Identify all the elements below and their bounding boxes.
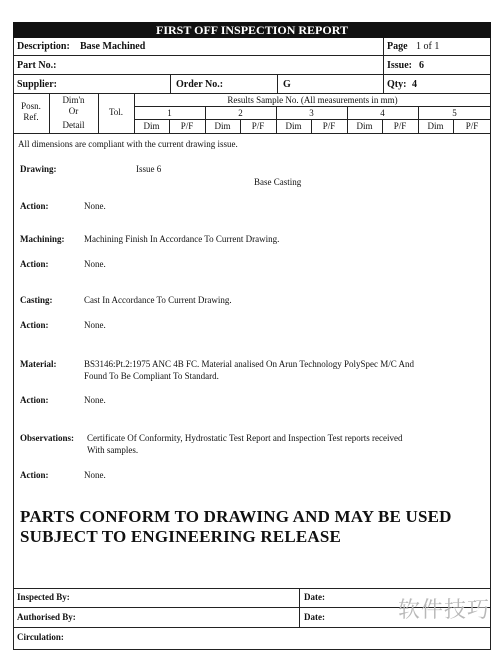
supplier-label: Supplier: <box>17 79 58 90</box>
pf-header: P/F <box>251 121 265 131</box>
observations-text-line2: With samples. <box>87 445 139 455</box>
divider <box>13 133 491 134</box>
drawing-name: Base Casting <box>254 177 302 187</box>
material-text-line2: Found To Be Compliant To Standard. <box>84 371 219 381</box>
material-text-line1: BS3146:Pt.2:1975 ANC 4B FC. Material analised On Arun Technology PolySpec M/C And <box>84 359 414 369</box>
action-label: Action: <box>20 201 49 211</box>
inspected-by-label: Inspected By: <box>17 592 70 602</box>
pf-header: P/F <box>465 121 479 131</box>
dim-header: Dim <box>214 121 231 131</box>
posn-header: Posn. <box>21 101 41 111</box>
sample-5: 5 <box>452 108 457 118</box>
drawing-label: Drawing: <box>20 164 57 174</box>
dim-header: Dim <box>285 121 302 131</box>
action-value: None. <box>84 470 106 480</box>
detail-header: Detail <box>62 120 85 130</box>
watermark: 软件技巧 <box>397 598 490 623</box>
issue-label: Issue: <box>387 60 413 71</box>
dimn-header: Dim'n <box>62 95 85 105</box>
compliance-note: All dimensions are compliant with the current drawing issue. <box>18 139 238 149</box>
divider <box>299 588 300 627</box>
action-value: None. <box>84 395 106 405</box>
or-header: Or <box>68 106 79 116</box>
dim-header: Dim <box>356 121 373 131</box>
page-value: 1 of 1 <box>416 41 440 52</box>
page-label: Page <box>387 41 408 52</box>
part-no-label: Part No.: <box>17 60 57 71</box>
observations-text-line1: Certificate Of Conformity, Hydrostatic Test Report and Inspection Test reports received <box>87 433 403 443</box>
machining-text: Machining Finish In Accordance To Current Drawing. <box>84 234 280 244</box>
authorised-by-label: Authorised By: <box>17 612 76 622</box>
description-value: Base Machined <box>80 41 146 52</box>
pf-header: P/F <box>393 121 407 131</box>
order-no-label: Order No.: <box>176 79 224 90</box>
divider <box>13 588 491 589</box>
divider <box>170 74 171 93</box>
pf-header: P/F <box>180 121 194 131</box>
conformance-statement-line2: SUBJECT TO ENGINEERING RELEASE <box>20 527 342 546</box>
casting-text: Cast In Accordance To Current Drawing. <box>84 295 232 305</box>
divider <box>13 93 491 94</box>
action-value: None. <box>84 201 106 211</box>
ref-header: Ref. <box>23 112 39 122</box>
results-heading: Results Sample No. (All measurements in mm) <box>227 95 398 105</box>
qty-label: Qty: <box>387 79 407 90</box>
issue-value: 6 <box>419 60 424 71</box>
drawing-issue: Issue 6 <box>136 164 162 174</box>
description-label: Description: <box>17 41 70 52</box>
action-label: Action: <box>20 259 49 269</box>
material-label: Material: <box>20 359 57 369</box>
sample-2: 2 <box>238 108 243 118</box>
date-label: Date: <box>304 592 325 602</box>
action-label: Action: <box>20 395 49 405</box>
report-title: FIRST OFF INSPECTION REPORT <box>13 22 491 38</box>
divider <box>13 55 491 56</box>
date-label: Date: <box>304 612 325 622</box>
dim-header: Dim <box>143 121 160 131</box>
action-label: Action: <box>20 320 49 330</box>
observations-label: Observations: <box>20 433 74 443</box>
sample-3: 3 <box>309 108 314 118</box>
sample-4: 4 <box>380 108 385 118</box>
divider <box>13 627 491 628</box>
sample-1: 1 <box>167 108 172 118</box>
qty-value: 4 <box>412 79 417 90</box>
casting-label: Casting: <box>20 295 53 305</box>
divider <box>134 106 491 107</box>
divider <box>277 74 278 93</box>
divider <box>13 74 491 75</box>
dim-header: Dim <box>427 121 444 131</box>
machining-label: Machining: <box>20 234 65 244</box>
divider <box>134 119 491 120</box>
action-value: None. <box>84 320 106 330</box>
action-value: None. <box>84 259 106 269</box>
action-label: Action: <box>20 470 49 480</box>
circulation-label: Circulation: <box>17 632 64 642</box>
tol-header: Tol. <box>108 107 124 117</box>
divider <box>383 38 384 93</box>
order-no-value: G <box>283 79 291 90</box>
pf-header: P/F <box>322 121 336 131</box>
conformance-statement-line1: PARTS CONFORM TO DRAWING AND MAY BE USED <box>20 507 452 526</box>
